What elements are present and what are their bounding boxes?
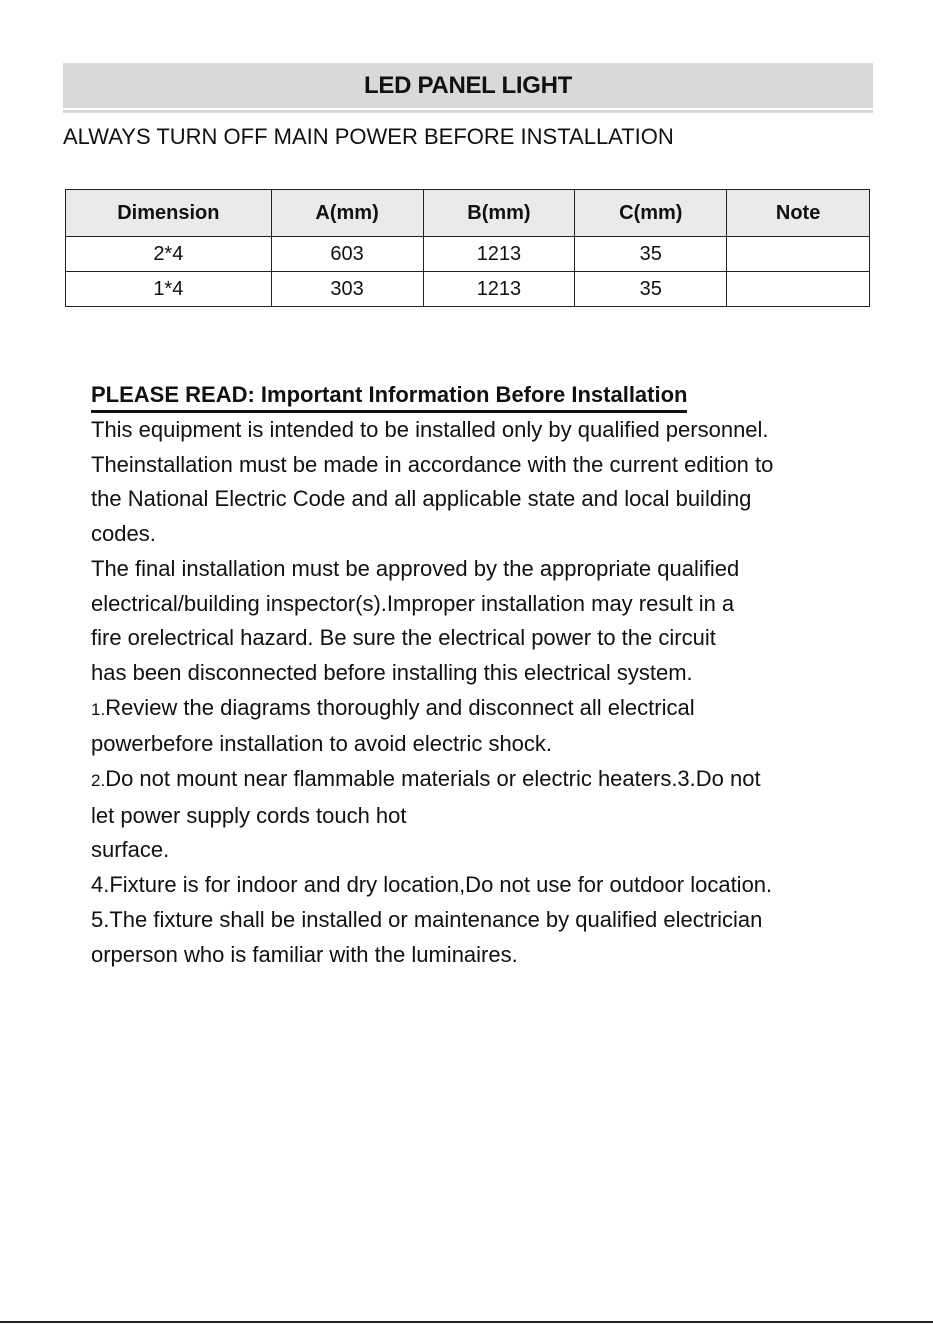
page-title-bar: [63, 63, 873, 108]
table-cell-dimension: 2*4: [66, 237, 272, 272]
table-cell-dimension: 1*4: [66, 272, 272, 307]
column-header-dimension: Dimension: [66, 190, 272, 237]
info-heading: PLEASE READ: Important Information Before Installation: [91, 380, 687, 413]
list-item-text: let power supply cords touch hot: [91, 802, 407, 828]
table-cell-note: [727, 272, 870, 307]
table-header-row: [66, 190, 870, 237]
info-line: Theinstallation must be made in accordance with the current edition to: [91, 451, 774, 477]
table-cell-c: 35: [575, 272, 727, 307]
table-cell-b: 1213: [423, 237, 575, 272]
info-line: the National Electric Code and all applicable state and local building: [91, 486, 752, 512]
page-bottom-rule: [0, 1321, 933, 1323]
list-item-1: [91, 691, 891, 728]
table-cell-b: 1213: [423, 272, 575, 307]
column-header-a: A(mm): [271, 190, 423, 237]
info-line: codes.: [91, 521, 156, 547]
list-item-text: surface.: [91, 837, 170, 863]
power-warning: ALWAYS TURN OFF MAIN POWER BEFORE INSTALLATION: [63, 124, 674, 149]
list-item-text: orperson who is familiar with the luminaires.: [91, 941, 518, 967]
list-item-number: 1.: [91, 699, 106, 719]
table-cell-note: [727, 237, 870, 272]
list-item-2: [91, 762, 891, 799]
list-item-5: 5.The fixture shall be installed or maintenance by qualified electrician: [91, 906, 763, 932]
table-cell-a: 603: [271, 237, 423, 272]
list-item-text: powerbefore installation to avoid electric shock.: [91, 731, 553, 757]
column-header-c: C(mm): [575, 190, 727, 237]
table-cell-c: 35: [575, 237, 727, 272]
table-row: [66, 272, 870, 307]
info-line: This equipment is intended to be installed only by qualified personnel.: [91, 417, 769, 442]
list-item-text: Do not mount near flammable materials or electric heaters.3.Do not: [105, 766, 761, 792]
list-item-text: Review the diagrams thoroughly and disconnect all electrical: [105, 694, 695, 720]
page-title: LED PANEL LIGHT: [364, 71, 572, 99]
title-divider: [63, 110, 873, 113]
column-header-b: B(mm): [423, 190, 575, 237]
list-item-number: 2.: [91, 771, 106, 791]
table-cell-a: 303: [271, 272, 423, 307]
installation-info: [91, 378, 891, 972]
info-line: fire orelectrical hazard. Be sure the electrical power to the circuit: [91, 625, 716, 651]
info-line: electrical/building inspector(s).Improper installation may result in a: [91, 590, 735, 616]
column-header-note: Note: [727, 190, 870, 237]
dimension-table: [65, 189, 870, 307]
info-line: The final installation must be approved by the appropriate qualified: [91, 555, 740, 581]
table-row: [66, 237, 870, 272]
info-line: has been disconnected before installing this electrical system.: [91, 659, 693, 685]
list-item-4: 4.Fixture is for indoor and dry location,Do not use for outdoor location.: [91, 872, 773, 898]
